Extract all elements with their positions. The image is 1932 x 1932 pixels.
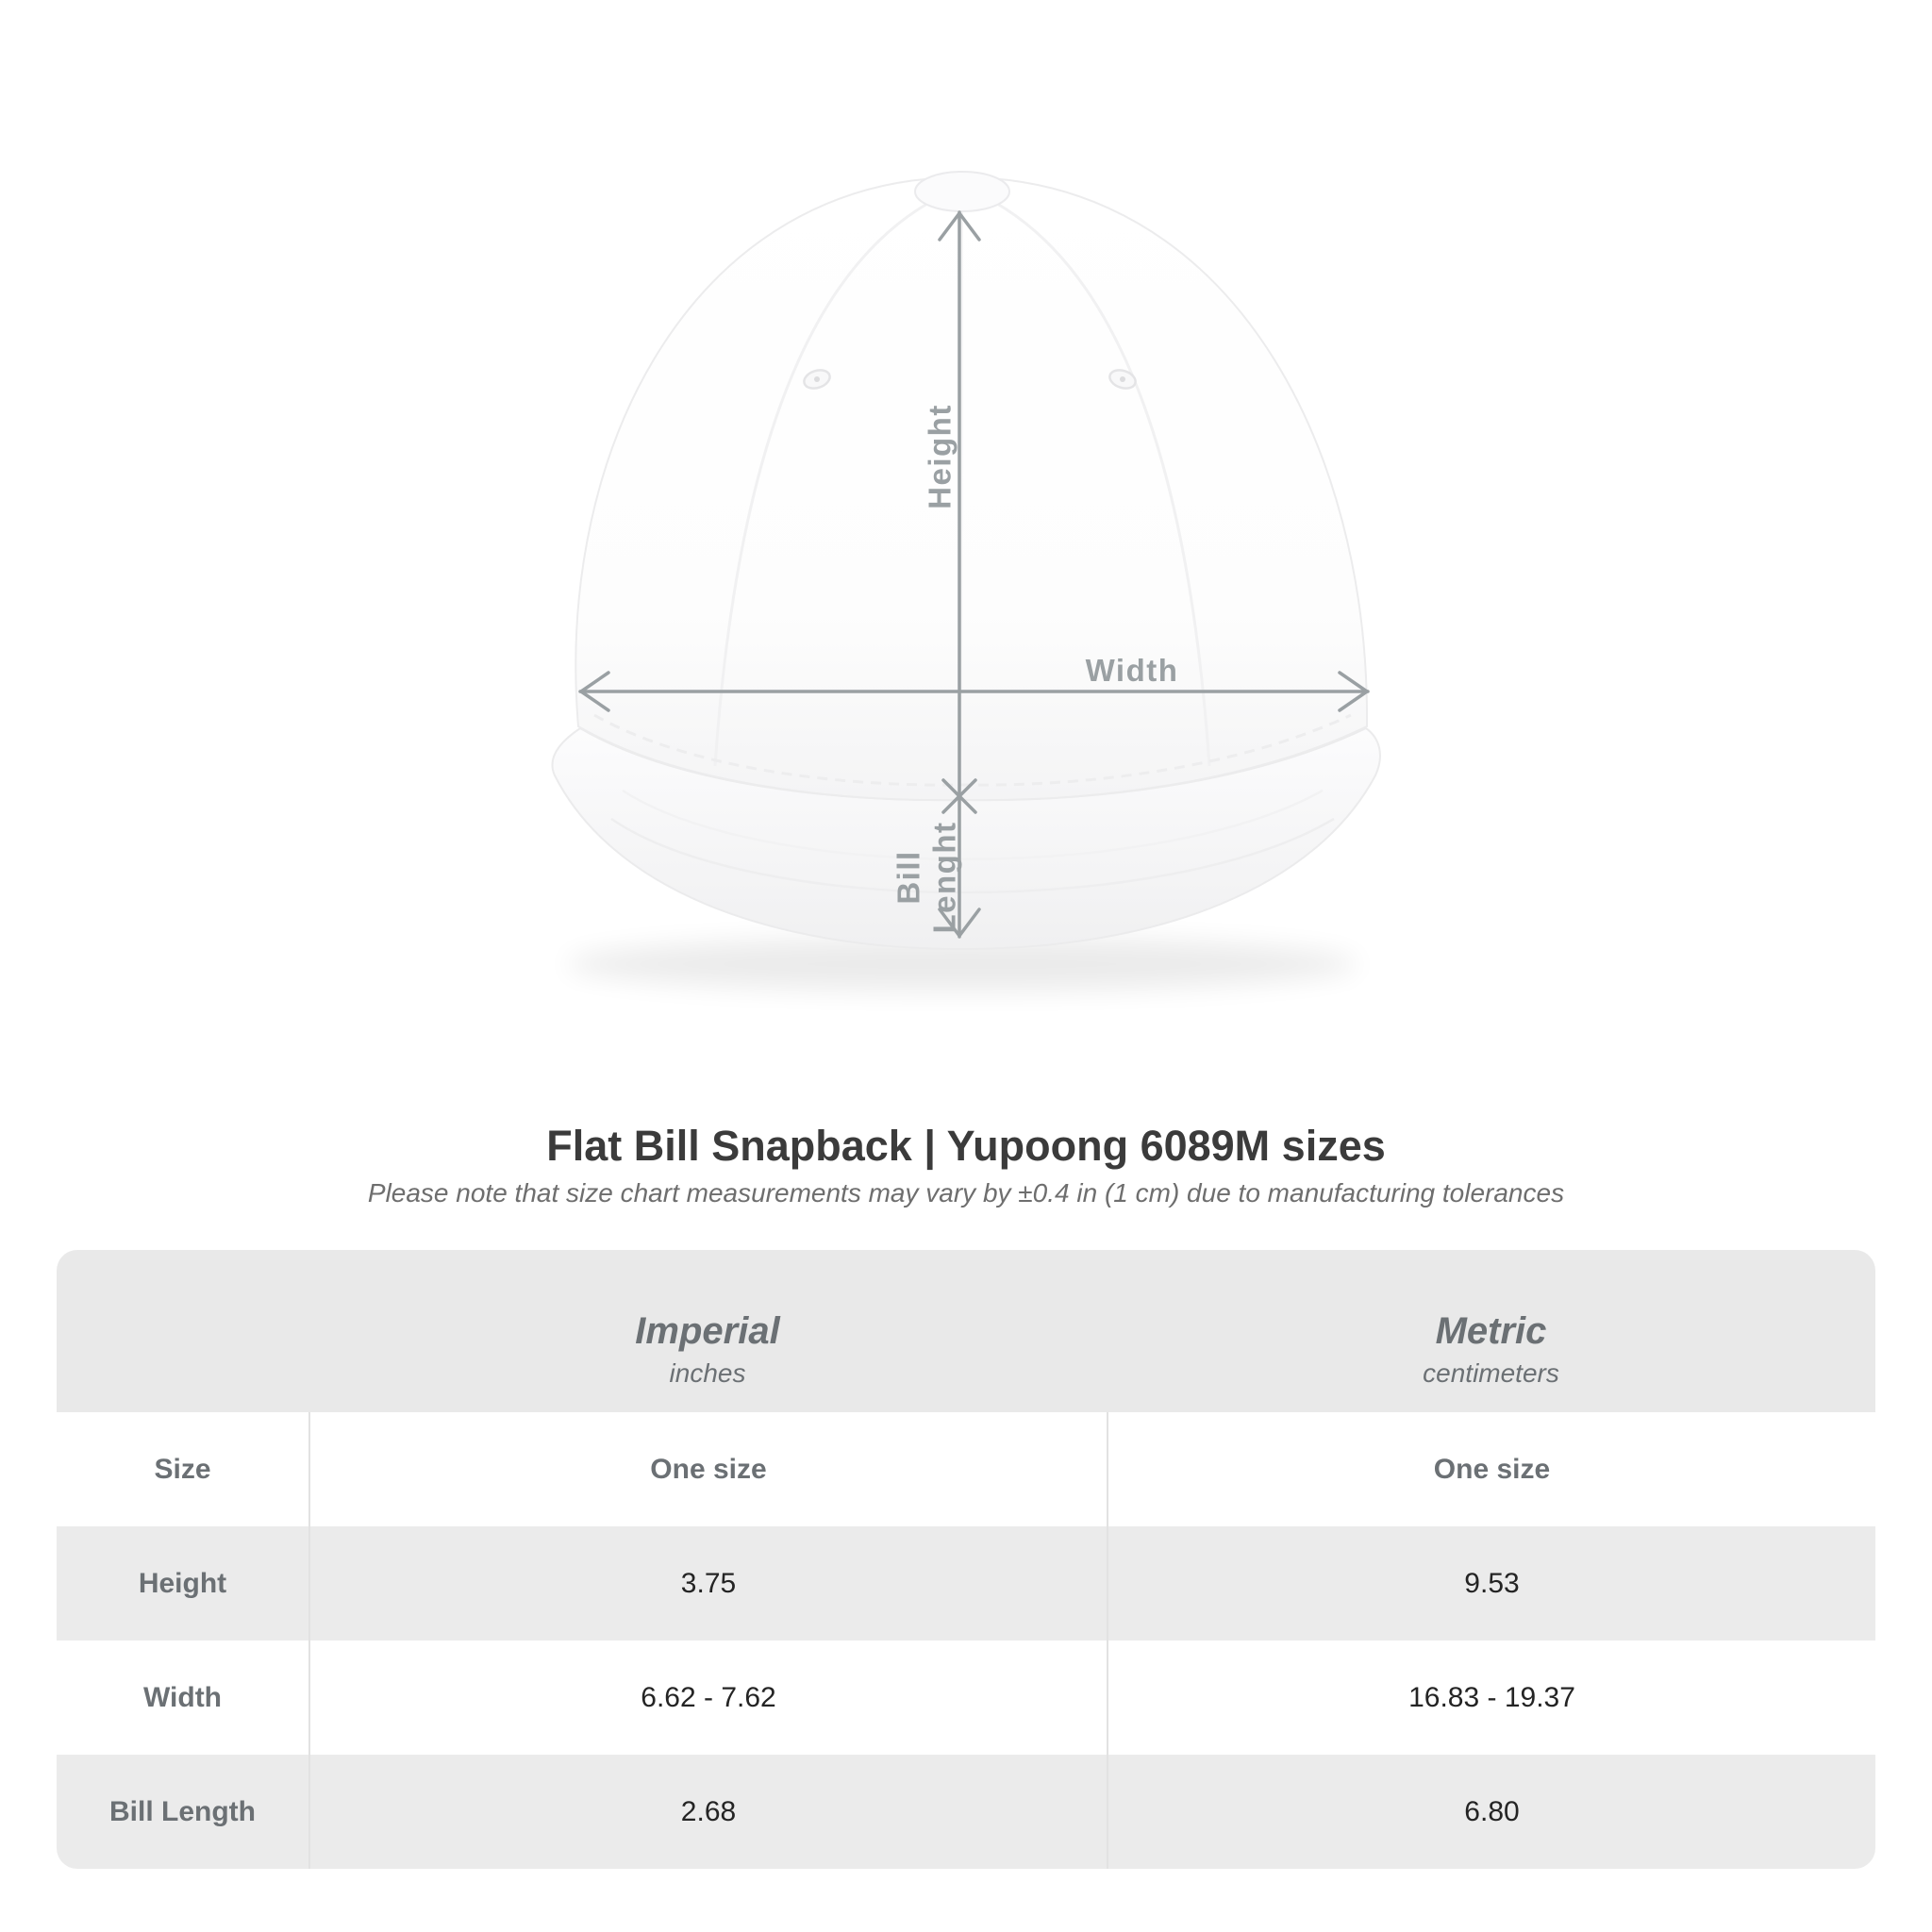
bill-length-dimension-label-line2: Lenght <box>926 821 962 934</box>
hat-top-button <box>915 172 1009 211</box>
table-row-width <box>57 1641 1875 1755</box>
imperial-column-header <box>308 1250 1107 1412</box>
width-metric-value: 16.83 - 19.37 <box>1107 1641 1875 1755</box>
height-imperial-value: 3.75 <box>308 1526 1107 1641</box>
bill-length-dimension-label-line1: Bill <box>891 850 926 905</box>
tolerance-note: Please note that size chart measurements may vary by ±0.4 in (1 cm) due to manufacturing tolerances <box>367 1178 1565 1208</box>
height-metric-value: 9.53 <box>1107 1526 1875 1641</box>
header-spacer-cell <box>57 1250 308 1412</box>
row-label-height: Height <box>138 1567 227 1599</box>
width-dimension-label: Width <box>1085 653 1179 688</box>
size-table <box>57 1250 1875 1869</box>
width-imperial-value: 6.62 - 7.62 <box>308 1641 1107 1755</box>
metric-unit-label: centimeters <box>1423 1358 1559 1388</box>
size-metric-value: One size <box>1107 1412 1875 1526</box>
hat-crown <box>575 172 1367 800</box>
row-label-size: Size <box>154 1453 211 1485</box>
bill-length-imperial-value: 2.68 <box>308 1755 1107 1869</box>
metric-column-header <box>1107 1250 1875 1412</box>
page-title: Flat Bill Snapback | Yupoong 6089M sizes <box>546 1122 1386 1170</box>
size-imperial-value: One size <box>308 1412 1107 1526</box>
table-row-bill-length <box>57 1755 1875 1869</box>
table-row-size <box>57 1412 1875 1526</box>
height-dimension-label: Height <box>922 404 958 509</box>
metric-label: Metric <box>1435 1310 1547 1352</box>
imperial-unit-label: inches <box>669 1358 746 1388</box>
bill-length-metric-value: 6.80 <box>1107 1755 1875 1869</box>
table-row-height <box>57 1526 1875 1641</box>
size-table-header <box>57 1250 1875 1412</box>
imperial-label: Imperial <box>635 1310 780 1352</box>
row-label-bill-length: Bill Length <box>109 1795 256 1827</box>
row-label-width: Width <box>142 1681 223 1713</box>
